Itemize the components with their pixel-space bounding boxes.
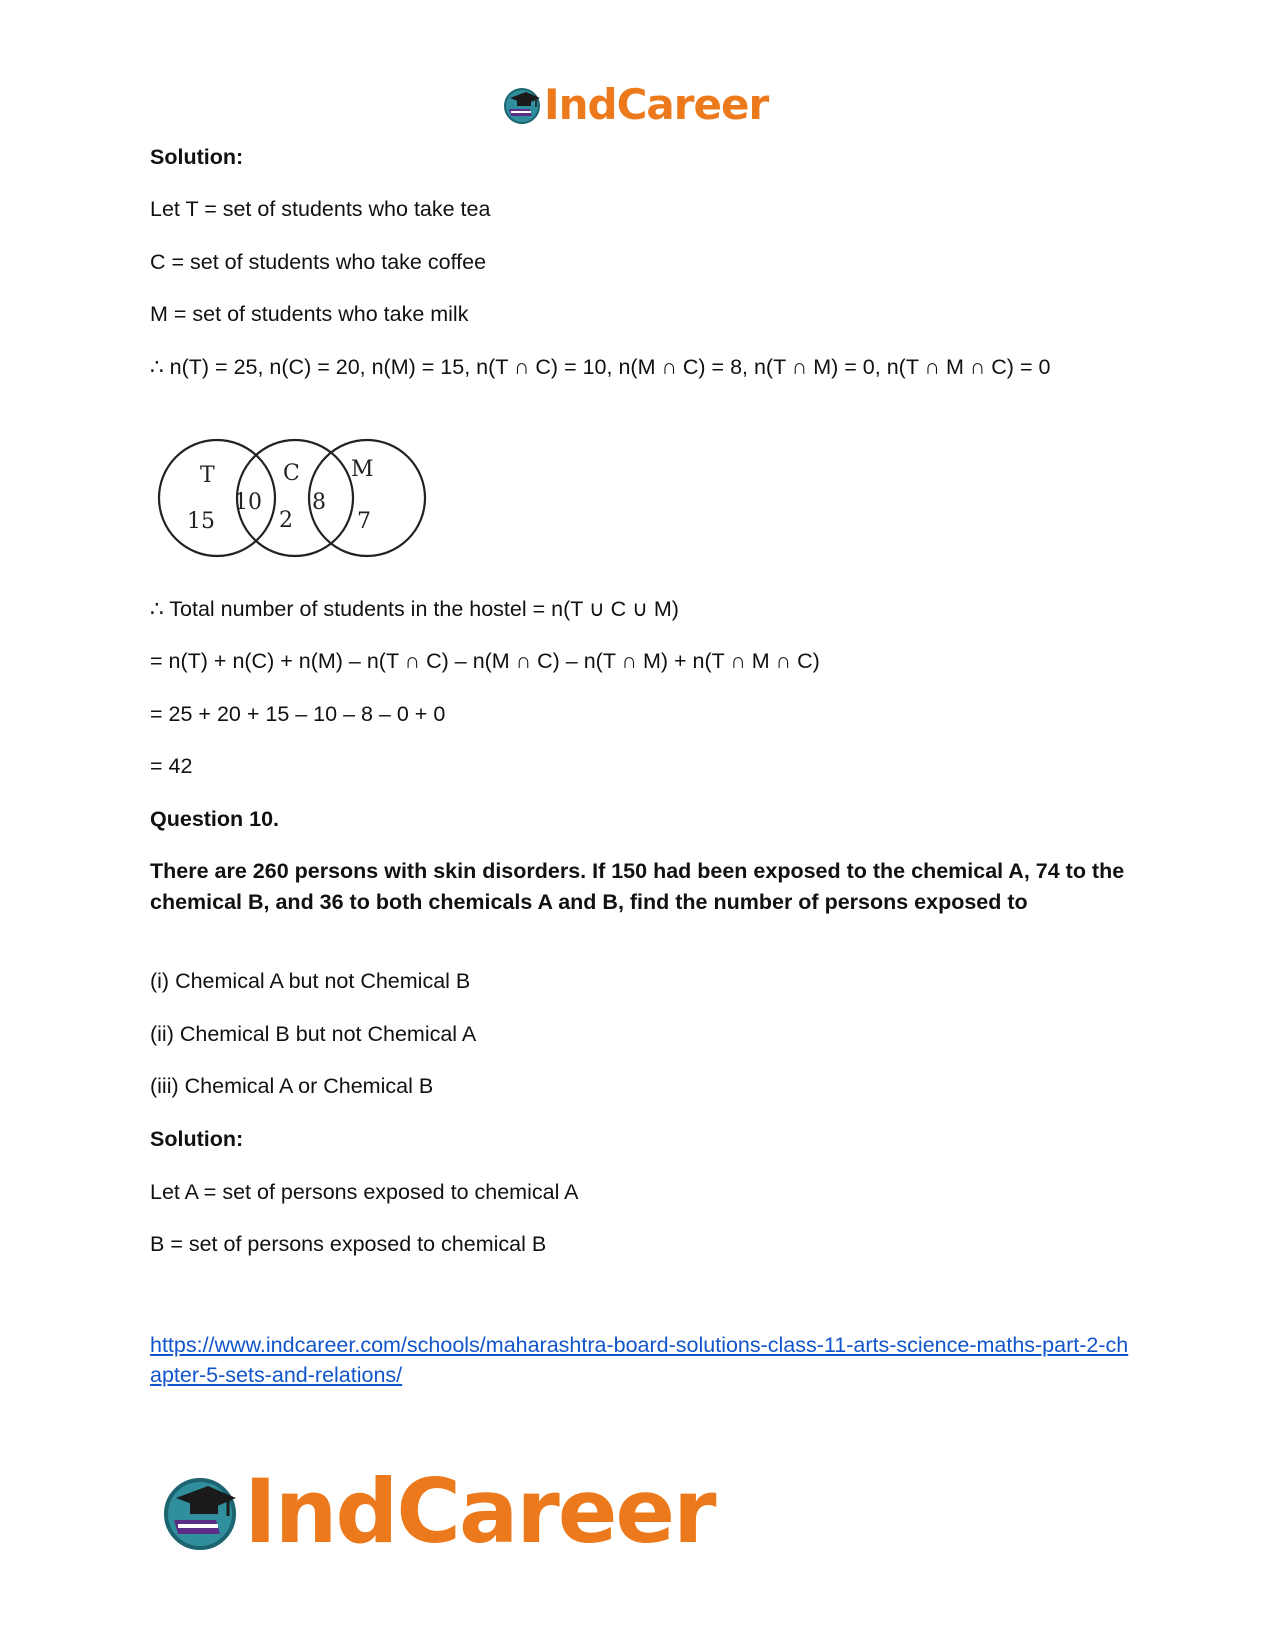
- text-line: (i) Chemical A but not Chemical B: [150, 969, 471, 993]
- header-logo: [502, 80, 768, 129]
- set-label-c: C: [283, 461, 300, 486]
- venn-diagram: [155, 430, 435, 570]
- region-only-c: 2: [279, 508, 293, 533]
- text-line: B = set of persons exposed to chemical B: [150, 1232, 547, 1256]
- text-line: (ii) Chemical B but not Chemical A: [150, 1022, 477, 1046]
- set-label-m: M: [351, 457, 374, 482]
- set-label-t: T: [200, 463, 215, 488]
- text-line: = 42: [150, 754, 193, 778]
- text-line: Let T = set of students who take tea: [150, 197, 491, 221]
- region-only-m: 7: [357, 509, 371, 534]
- region-only-t: 15: [187, 509, 215, 534]
- question-text: There are 260 persons with skin disorders. If 150 had been exposed to the chemical A, 74 to the chemical B, and 36 to both chemicals A and B, find the number of persons exposed to: [150, 859, 1125, 914]
- region-c-and-m: 8: [312, 490, 326, 515]
- text-line: C = set of students who take coffee: [150, 250, 487, 274]
- text-line: = 25 + 20 + 15 – 10 – 8 – 0 + 0: [150, 702, 446, 726]
- solution-heading: Solution:: [150, 1127, 244, 1151]
- logo-wordmark: IndCareer: [244, 1460, 715, 1563]
- text-line: Let A = set of persons exposed to chemical A: [150, 1180, 579, 1204]
- source-link[interactable]: https://www.indcareer.com/schools/maharashtra-board-solutions-class-11-arts-science-maths-part-2-chapter-5-sets-and-relations/: [150, 1333, 1129, 1387]
- solution-heading: Solution:: [150, 145, 244, 169]
- graduation-cap-book-globe-icon: [502, 85, 542, 125]
- text-line: M = set of students who take milk: [150, 302, 469, 326]
- region-t-and-c: 10: [234, 490, 262, 515]
- logo-wordmark: IndCareer: [544, 80, 769, 129]
- text-line: ∴ Total number of students in the hostel = n(T ∪ C ∪ M): [150, 597, 679, 621]
- text-line: (iii) Chemical A or Chemical B: [150, 1074, 434, 1098]
- text-line: = n(T) + n(C) + n(M) – n(T ∩ C) – n(M ∩ C) – n(T ∩ M) + n(T ∩ M ∩ C): [150, 649, 820, 673]
- text-line: ∴ n(T) = 25, n(C) = 20, n(M) = 15, n(T ∩ C) = 10, n(M ∩ C) = 8, n(T ∩ M) = 0, n(T ∩ M ∩ C) = 0: [150, 355, 1051, 379]
- question-heading: Question 10.: [150, 807, 280, 831]
- graduation-cap-book-globe-icon: [160, 1472, 240, 1552]
- footer-logo: [160, 1460, 715, 1563]
